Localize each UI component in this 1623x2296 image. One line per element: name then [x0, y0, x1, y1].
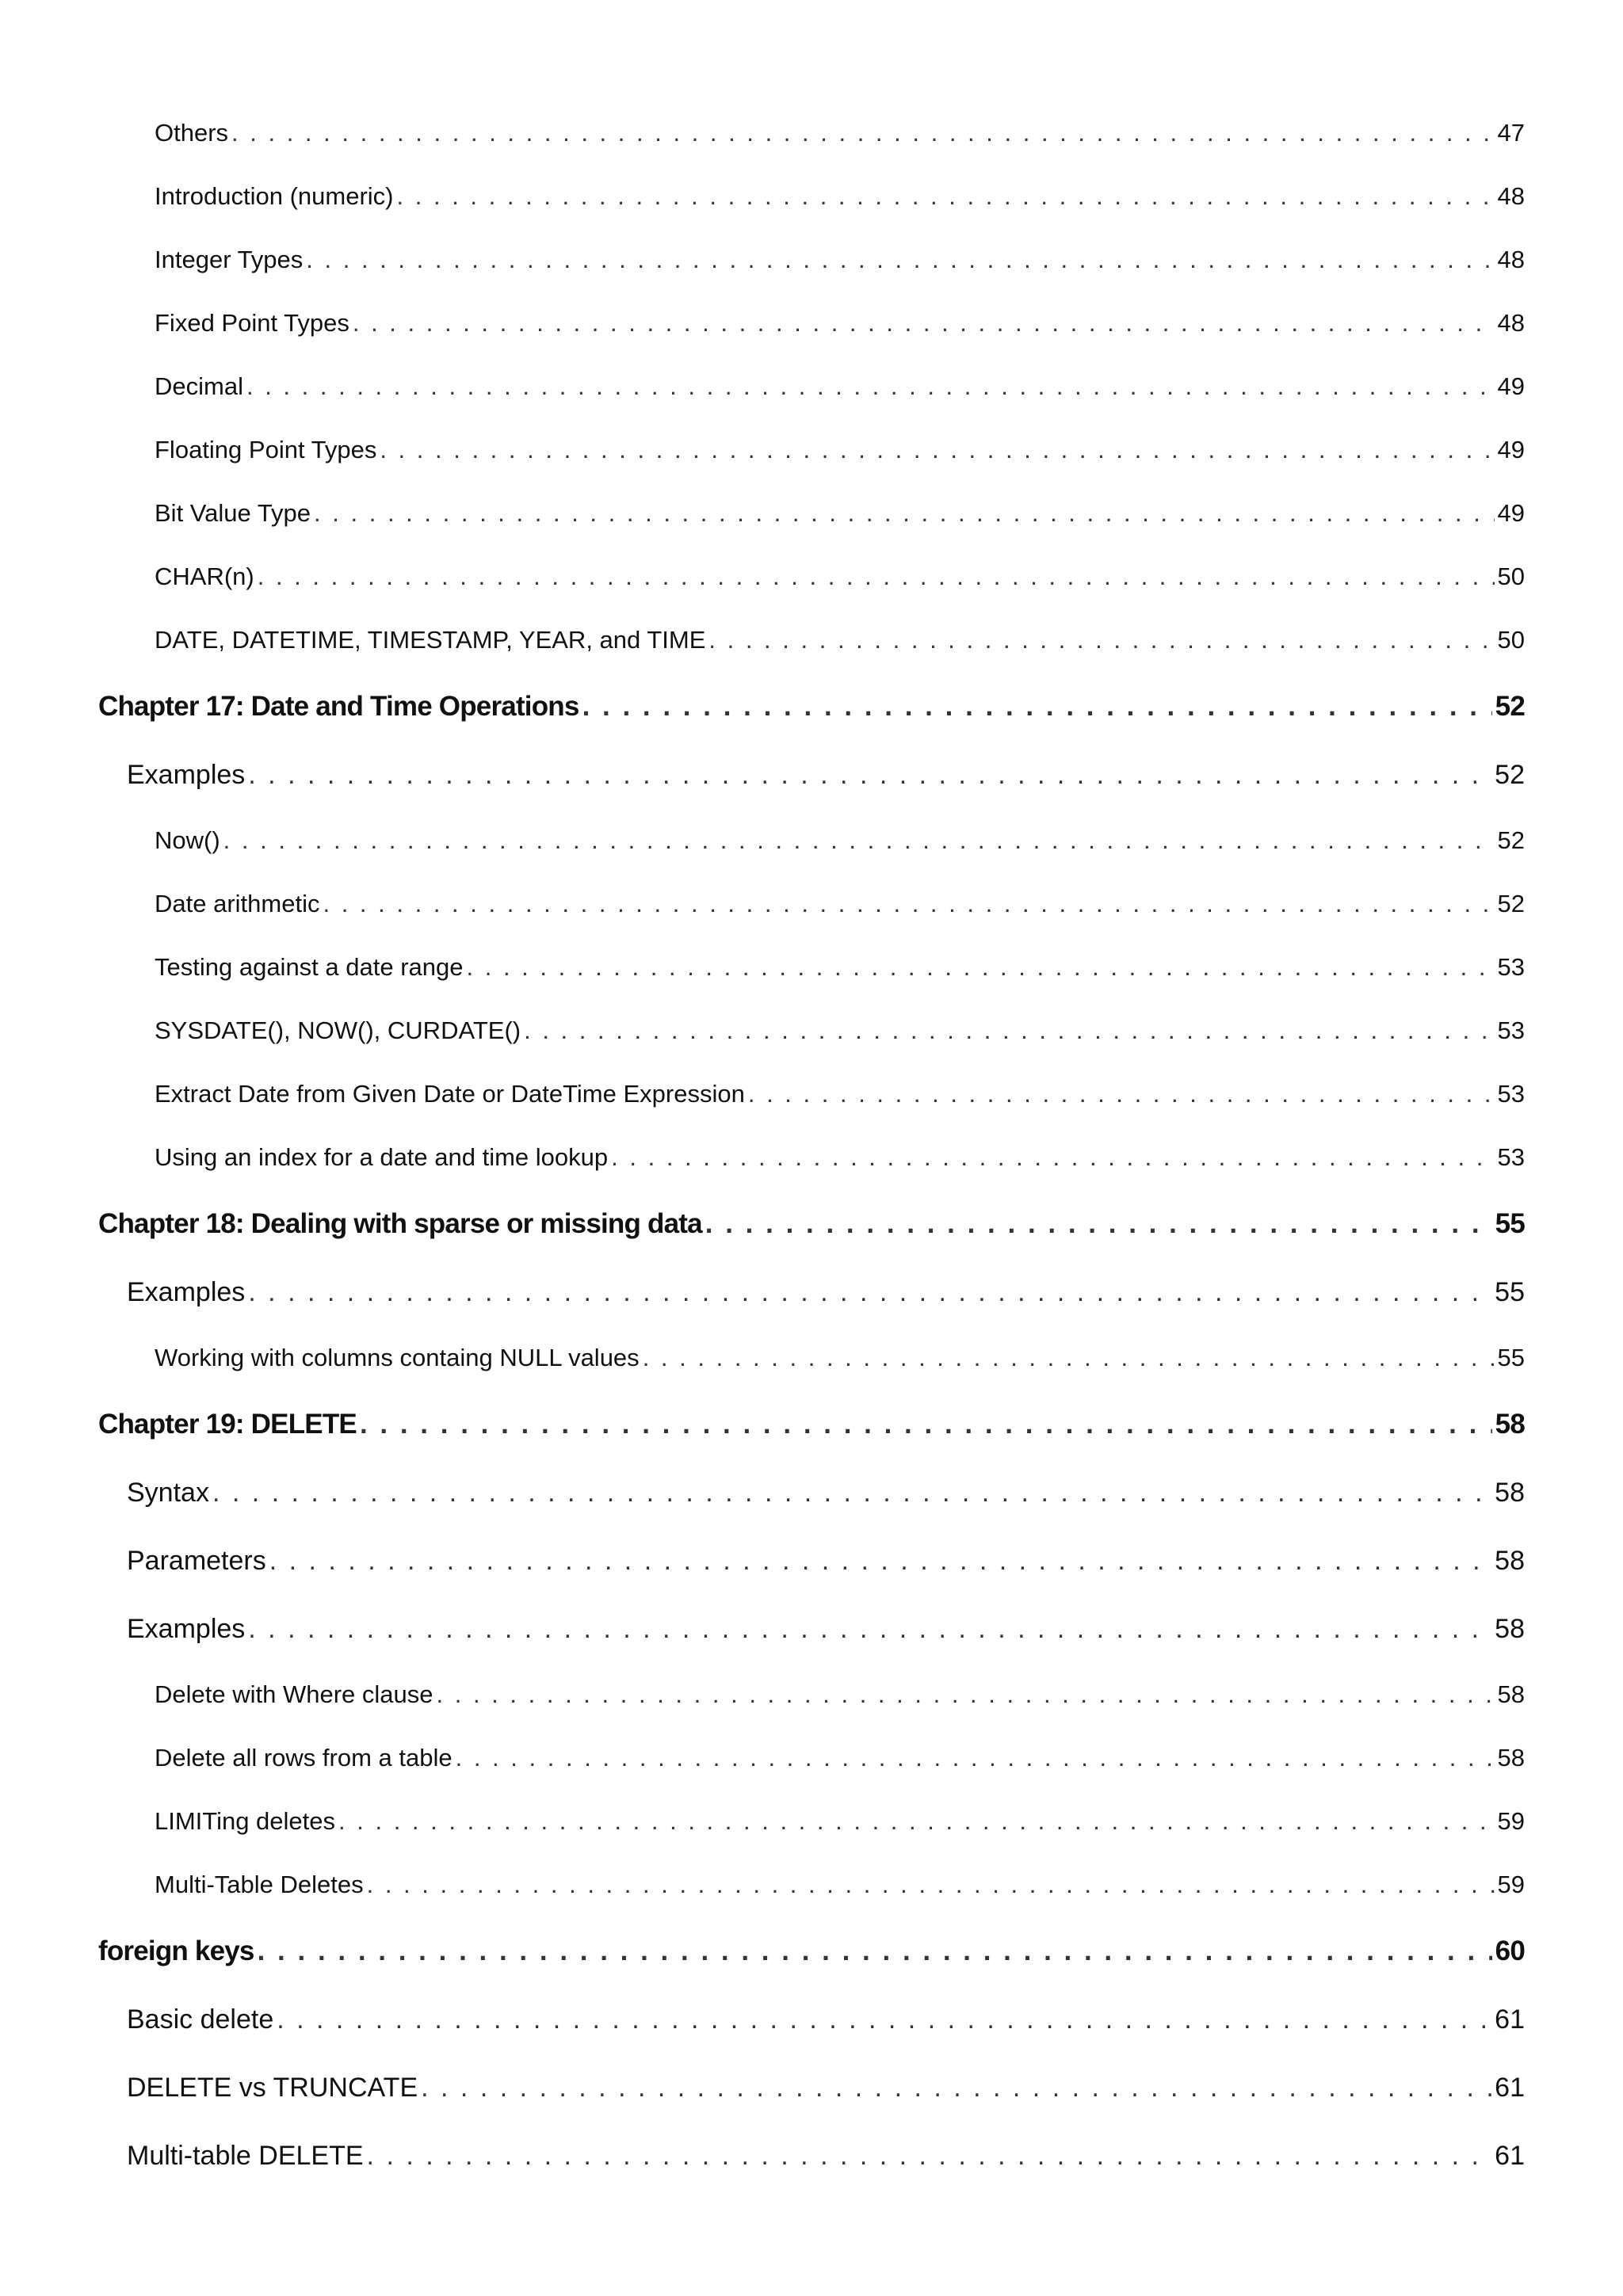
toc-entry-title: Multi-table DELETE: [127, 2141, 364, 2171]
toc-entry-page: 58: [1495, 1546, 1525, 1576]
toc-entry-page: 58: [1495, 1409, 1525, 1440]
toc-section-entry[interactable]: [127, 1595, 1525, 1663]
dot-leader: [223, 809, 1495, 872]
toc-chapter-entry[interactable]: [98, 1189, 1525, 1258]
toc-section-entry[interactable]: [127, 1459, 1525, 1527]
toc-entry-title: Delete with Where clause: [155, 1680, 433, 1708]
dot-leader: [360, 1390, 1492, 1459]
toc-entry-title: Extract Date from Given Date or DateTime Expression: [155, 1080, 745, 1108]
dot-leader: [380, 418, 1494, 482]
toc-entry-title: Working with columns containg NULL values: [155, 1344, 640, 1371]
dot-leader: [748, 1062, 1495, 1126]
toc-entry-page: 58: [1497, 1680, 1525, 1708]
toc-entry-title: CHAR(n): [155, 563, 254, 590]
toc-entry[interactable]: [155, 482, 1525, 545]
dot-leader: [258, 545, 1495, 608]
toc-entry-page: 58: [1497, 1744, 1525, 1772]
toc-entry-page: 55: [1497, 1344, 1525, 1371]
toc-entry[interactable]: [155, 165, 1525, 228]
toc-entry-page: 50: [1497, 626, 1525, 654]
dot-leader: [231, 101, 1494, 165]
toc-entry-page: 52: [1495, 691, 1525, 722]
dot-leader: [643, 1326, 1495, 1390]
dot-leader: [338, 1790, 1494, 1853]
dot-leader: [582, 672, 1492, 741]
toc-entry[interactable]: [155, 101, 1525, 165]
dot-leader: [306, 228, 1494, 292]
toc-entry-page: 59: [1497, 1807, 1525, 1835]
toc-entry-page: 49: [1497, 499, 1525, 527]
toc-entry-title: Bit Value Type: [155, 499, 311, 527]
toc-entry-page: 48: [1497, 246, 1525, 273]
toc-entry-page: 61: [1495, 2004, 1525, 2035]
toc-entry-title: Using an index for a date and time lookup: [155, 1143, 609, 1171]
toc-section-entry[interactable]: [127, 1258, 1525, 1326]
dot-leader: [277, 1985, 1491, 2054]
toc-entry-page: 52: [1495, 760, 1525, 790]
toc-entry-page: 52: [1497, 826, 1525, 854]
toc-entry-title: Multi-Table Deletes: [155, 1871, 364, 1898]
toc-entry-title: Chapter 17: Date and Time Operations: [98, 691, 579, 722]
dot-leader: [524, 999, 1494, 1062]
toc-entry-page: 61: [1495, 2073, 1525, 2103]
toc-entry-page: 58: [1495, 1614, 1525, 1644]
dot-leader: [456, 1726, 1495, 1790]
dot-leader: [421, 2054, 1491, 2122]
toc-section-entry[interactable]: [127, 1985, 1525, 2054]
toc-entry-title: Chapter 18: Dealing with sparse or missing data: [98, 1208, 702, 1239]
toc-entry-title: Fixed Point Types: [155, 309, 349, 337]
toc-entry-page: 48: [1497, 182, 1525, 210]
dot-leader: [248, 1258, 1491, 1326]
toc-entry[interactable]: [155, 292, 1525, 355]
dot-leader: [367, 1853, 1495, 1917]
toc-entry[interactable]: [155, 1853, 1525, 1917]
toc-section-entry[interactable]: [127, 2054, 1525, 2122]
toc-entry[interactable]: [155, 1790, 1525, 1853]
toc-entry-title: Integer Types: [155, 246, 304, 273]
toc-chapter-entry[interactable]: [98, 1390, 1525, 1459]
toc-entry-title: DATE, DATETIME, TIMESTAMP, YEAR, and TIME: [155, 626, 706, 654]
toc-entry-page: 60: [1495, 1936, 1525, 1966]
toc-entry-page: 55: [1495, 1277, 1525, 1307]
toc-entry-page: 48: [1497, 309, 1525, 337]
toc-entry-title: SYSDATE(), NOW(), CURDATE(): [155, 1016, 521, 1044]
toc-entry-title: Examples: [127, 1614, 246, 1644]
toc-section-entry[interactable]: [127, 2122, 1525, 2190]
toc-section-entry[interactable]: [127, 1527, 1525, 1595]
toc-entry[interactable]: [155, 355, 1525, 418]
dot-leader: [437, 1663, 1495, 1726]
toc-entry[interactable]: [155, 608, 1525, 672]
toc-entry-title: Others: [155, 119, 229, 147]
toc-entry-page: 49: [1497, 372, 1525, 400]
toc-entry-page: 59: [1497, 1871, 1525, 1898]
toc-entry-title: Floating Point Types: [155, 436, 377, 463]
toc-entry[interactable]: [155, 228, 1525, 292]
toc-entry-title: Chapter 19: DELETE: [98, 1409, 357, 1440]
toc-entry-title: foreign keys: [98, 1936, 254, 1966]
toc-entry-page: 53: [1497, 1016, 1525, 1044]
toc-entry[interactable]: [155, 1663, 1525, 1726]
toc-entry-page: 47: [1497, 119, 1525, 147]
toc-entry-page: 49: [1497, 436, 1525, 463]
dot-leader: [708, 608, 1494, 672]
toc-entry-title: Examples: [127, 1277, 246, 1307]
dot-leader: [258, 1917, 1492, 1985]
toc-entry[interactable]: [155, 809, 1525, 872]
toc-entry-title: Basic delete: [127, 2004, 274, 2035]
toc-entry-title: Examples: [127, 760, 246, 790]
toc-chapter-entry[interactable]: [98, 672, 1525, 741]
dot-leader: [212, 1459, 1491, 1527]
toc-entry-title: Delete all rows from a table: [155, 1744, 453, 1772]
dot-leader: [367, 2122, 1492, 2190]
toc-entry[interactable]: [155, 1326, 1525, 1390]
toc-entry[interactable]: [155, 418, 1525, 482]
toc-entry-page: 53: [1497, 953, 1525, 981]
toc-entry-page: 61: [1495, 2141, 1525, 2171]
toc-entry-title: Decimal: [155, 372, 243, 400]
dot-leader: [323, 872, 1494, 936]
toc-entry-title: DELETE vs TRUNCATE: [127, 2073, 418, 2103]
toc-entry-page: 52: [1497, 890, 1525, 917]
dot-leader: [248, 741, 1491, 809]
toc-entry-title: Introduction (numeric): [155, 182, 394, 210]
toc-entry[interactable]: [155, 545, 1525, 608]
toc-section-entry[interactable]: [127, 741, 1525, 809]
dot-leader: [353, 292, 1495, 355]
toc-chapter-entry[interactable]: [98, 1917, 1525, 1985]
toc-entry[interactable]: [155, 936, 1525, 999]
toc-entry-page: 53: [1497, 1080, 1525, 1108]
toc-entry[interactable]: [155, 1062, 1525, 1126]
toc-entry-title: Now(): [155, 826, 220, 854]
dot-leader: [705, 1189, 1492, 1258]
toc-entry[interactable]: [155, 999, 1525, 1062]
toc-entry-title: Parameters: [127, 1546, 266, 1576]
toc-entry[interactable]: [155, 872, 1525, 936]
toc-entry-title: LIMITing deletes: [155, 1807, 336, 1835]
toc-entry-page: 58: [1495, 1478, 1525, 1508]
toc-entry-title: Date arithmetic: [155, 890, 320, 917]
toc-entry[interactable]: [155, 1726, 1525, 1790]
dot-leader: [467, 936, 1495, 999]
toc-entry-page: 50: [1497, 563, 1525, 590]
dot-leader: [397, 165, 1495, 228]
dot-leader: [248, 1595, 1491, 1663]
toc-entry-title: Syntax: [127, 1478, 209, 1508]
toc-entry[interactable]: [155, 1126, 1525, 1189]
toc-entry-page: 55: [1495, 1208, 1525, 1239]
table-of-contents: [0, 101, 1623, 2190]
dot-leader: [246, 355, 1495, 418]
dot-leader: [314, 482, 1494, 545]
dot-leader: [611, 1126, 1494, 1189]
toc-entry-page: 53: [1497, 1143, 1525, 1171]
dot-leader: [269, 1527, 1491, 1595]
toc-entry-title: Testing against a date range: [155, 953, 464, 981]
